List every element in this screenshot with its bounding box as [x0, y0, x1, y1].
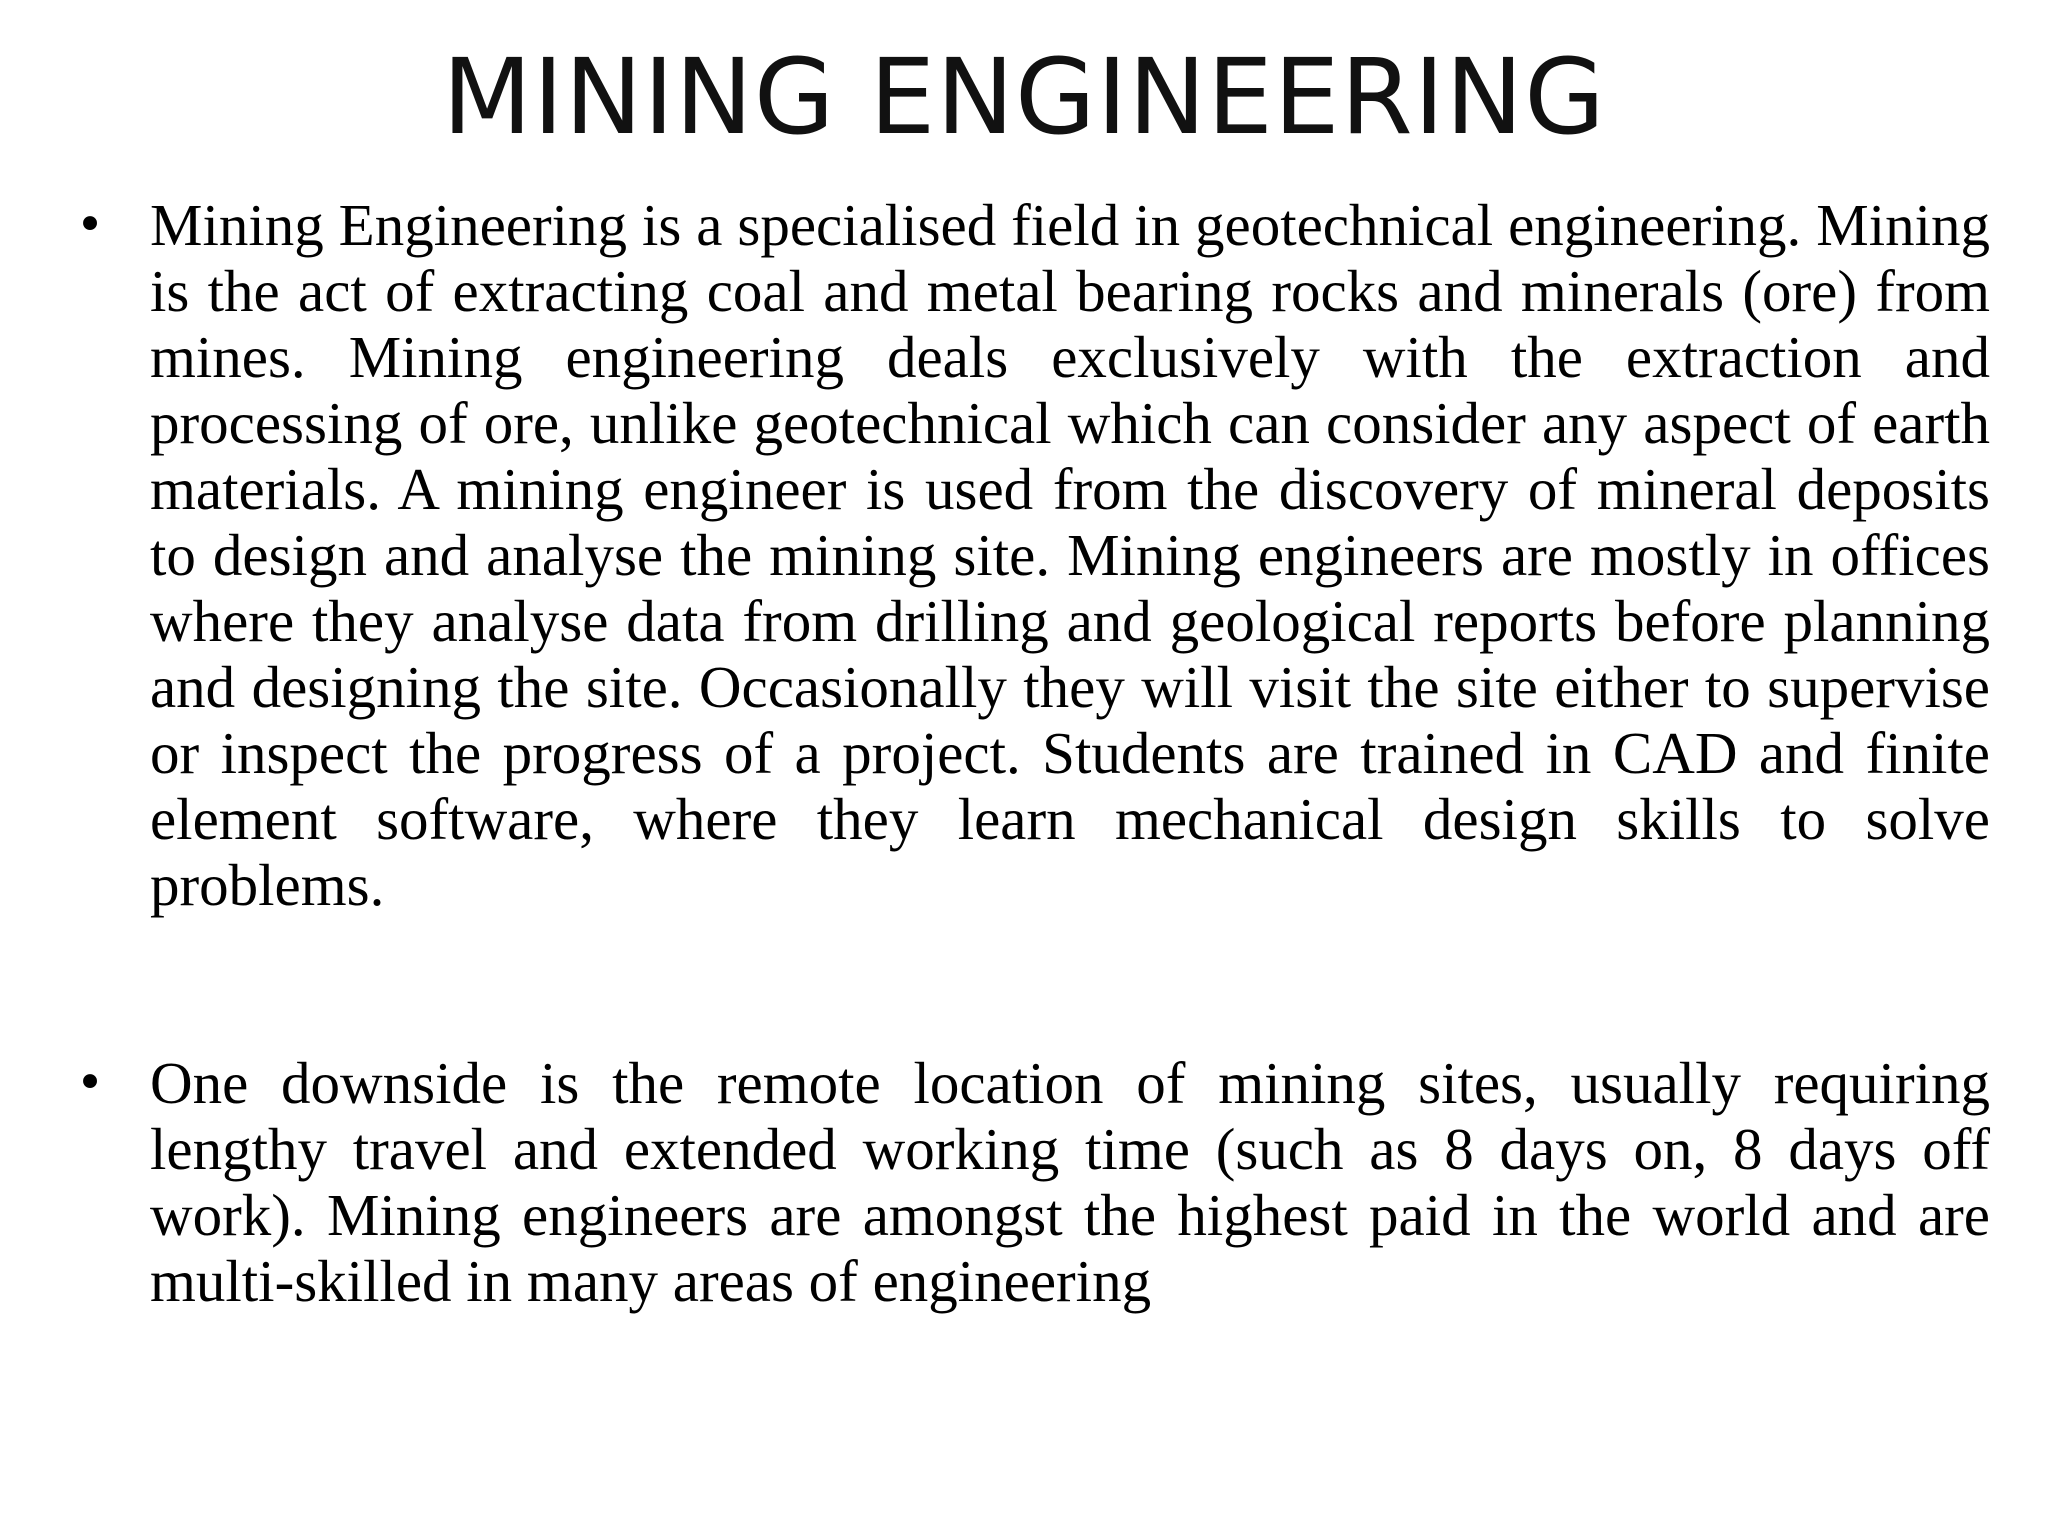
bullet-text-downside: One downside is the remote location of mining sites, usually requiring lengthy travel and extended working time (such as 8 days on, 8 days off work). Mining engineers are amongst the highest paid in the world and are multi-skilled in many areas of engineering — [150, 1050, 1990, 1314]
bullet-list — [70, 192, 1990, 1314]
bullet-item-downside — [70, 1050, 1990, 1314]
bullet-item-intro — [70, 192, 1990, 918]
bullet-text-intro: Mining Engineering is a specialised field in geotechnical engineering. Mining is the act of extracting coal and metal bearing rocks and minerals (ore) from mines. Mining engineering deals exclusively with the extraction and processing of ore, unlike geotechnical which can consider any aspect of earth materials. A mining engineer is used from the discovery of mineral deposits to design and analyse the mining site. Mining engineers are mostly in offices where they analyse data from drilling and geological reports before planning and designing the site. Occasionally they will visit the site either to supervise or inspect the progress of a project. Students are trained in CAD and finite element software, where they learn mechanical design skills to solve problems. — [150, 192, 1990, 918]
bullet-marker-icon: • — [75, 1055, 105, 1111]
slide-title: MINING ENGINEERING — [442, 36, 1606, 158]
bullet-marker-icon: • — [75, 197, 105, 253]
